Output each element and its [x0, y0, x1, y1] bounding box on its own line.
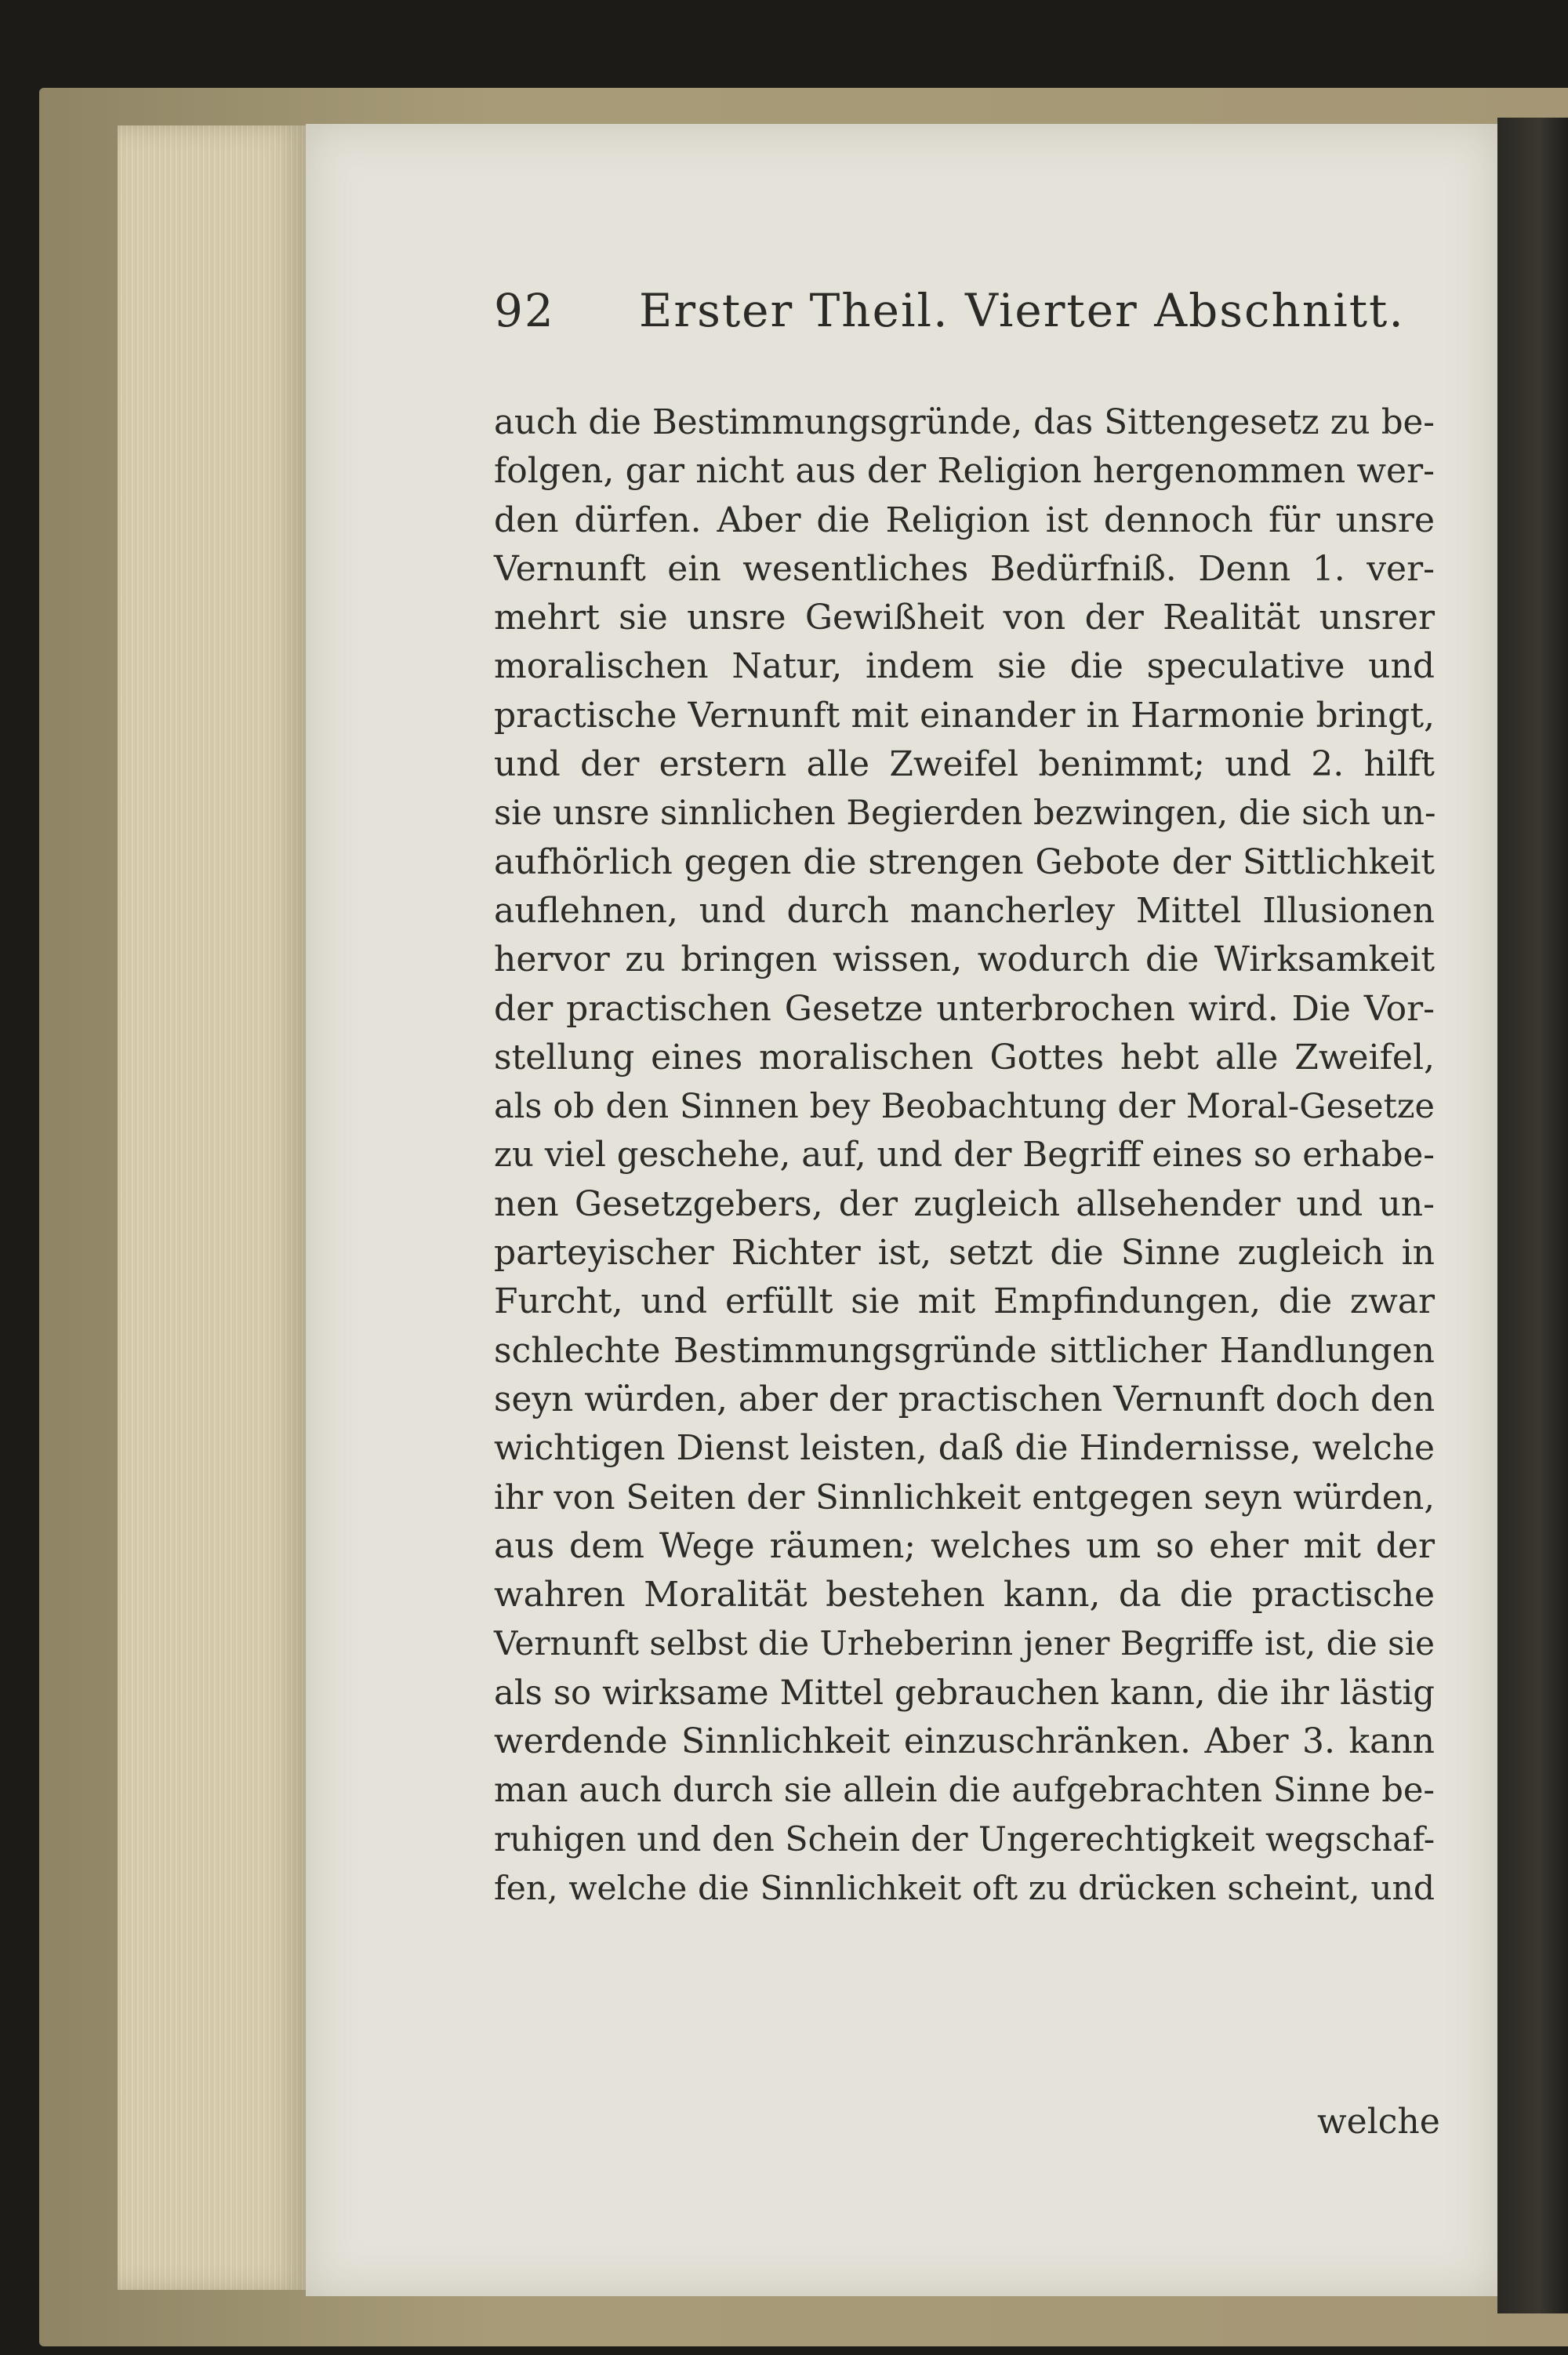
text-line: practische Vernunft mit einander in Harmonie bringt,	[494, 695, 1435, 736]
text-line: schlechte Bestimmungsgründe sittlicher Handlungen	[494, 1330, 1435, 1371]
text-line: auch die Bestimmungsgründe, das Sittengesetz zu be-	[494, 403, 1435, 442]
text-line: als so wirksame Mittel gebrauchen kann, die ihr lästig	[494, 1673, 1435, 1713]
text-line: wichtigen Dienst leisten, daß die Hindernisse, welche	[494, 1428, 1435, 1469]
text-line: aufhörlich gegen die strengen Gebote der Sittlichkeit	[494, 841, 1435, 882]
text-line: stellung eines moralischen Gottes hebt alle Zweifel,	[494, 1037, 1435, 1078]
text-line: und der erstern alle Zweifel benimmt; und 2. hilft	[494, 744, 1435, 785]
facing-page-shadow	[1497, 118, 1568, 2313]
body-text	[494, 398, 1435, 1913]
text-line: fen, welche die Sinnlichkeit oft zu drücken scheint, und	[494, 1868, 1435, 1907]
text-line: der practischen Gesetze unterbrochen wird. Die Vor-	[494, 988, 1435, 1029]
page-number: 92	[494, 284, 555, 337]
text-line: den dürfen. Aber die Religion ist dennoch für unsre	[494, 500, 1435, 540]
running-title: Erster Theil. Vierter Abschnitt.	[639, 284, 1405, 337]
catchword: welche	[1317, 2102, 1440, 2142]
text-line: aus dem Wege räumen; welches um so eher mit der	[494, 1525, 1435, 1566]
text-line: folgen, gar nicht aus der Religion hergenommen wer-	[494, 451, 1435, 492]
text-line: Vernunft selbst die Urheberinn jener Begriffe ist, die sie	[494, 1624, 1435, 1663]
text-line: ihr von Seiten der Sinnlichkeit entgegen seyn würden,	[494, 1477, 1435, 1517]
text-line: Furcht, und erfüllt sie mit Empfindungen, die zwar	[494, 1281, 1435, 1322]
text-line: ruhigen und den Schein der Ungerechtigkeit wegschaf-	[494, 1819, 1436, 1859]
text-line: wahren Moralität bestehen kann, da die practische	[494, 1575, 1435, 1615]
text-line: parteyischer Richter ist, setzt die Sinne zugleich in	[494, 1233, 1435, 1274]
text-line: moralischen Natur, indem sie die speculative und	[494, 646, 1435, 687]
text-line: als ob den Sinnen bey Beobachtung der Moral-Gesetze	[494, 1087, 1435, 1127]
text-line: Vernunft ein wesentliches Bedürfniß. Denn 1. ver-	[494, 548, 1435, 589]
text-line: auflehnen, und durch mancherley Mittel Illusionen	[494, 890, 1435, 931]
text-line: mehrt sie unsre Gewißheit von der Realität unsrer	[494, 598, 1435, 638]
text-line: man auch durch sie allein die aufgebrachten Sinne be-	[494, 1771, 1435, 1811]
text-line: nen Gesetzgebers, der zugleich allsehender und un-	[494, 1183, 1435, 1224]
text-line: werdende Sinnlichkeit einzuschränken. Aber 3. kann	[494, 1721, 1435, 1762]
running-header	[494, 284, 1405, 362]
text-line: hervor zu bringen wissen, wodurch die Wirksamkeit	[494, 939, 1435, 980]
text-line: zu viel geschehe, auf, und der Begriff eines so erhabe-	[494, 1136, 1435, 1176]
text-line: seyn würden, aber der practischen Vernunft doch den	[494, 1379, 1436, 1419]
text-line: sie unsre sinnlichen Begierden bezwingen, die sich un-	[494, 794, 1436, 834]
page-block-edge	[118, 125, 306, 2290]
